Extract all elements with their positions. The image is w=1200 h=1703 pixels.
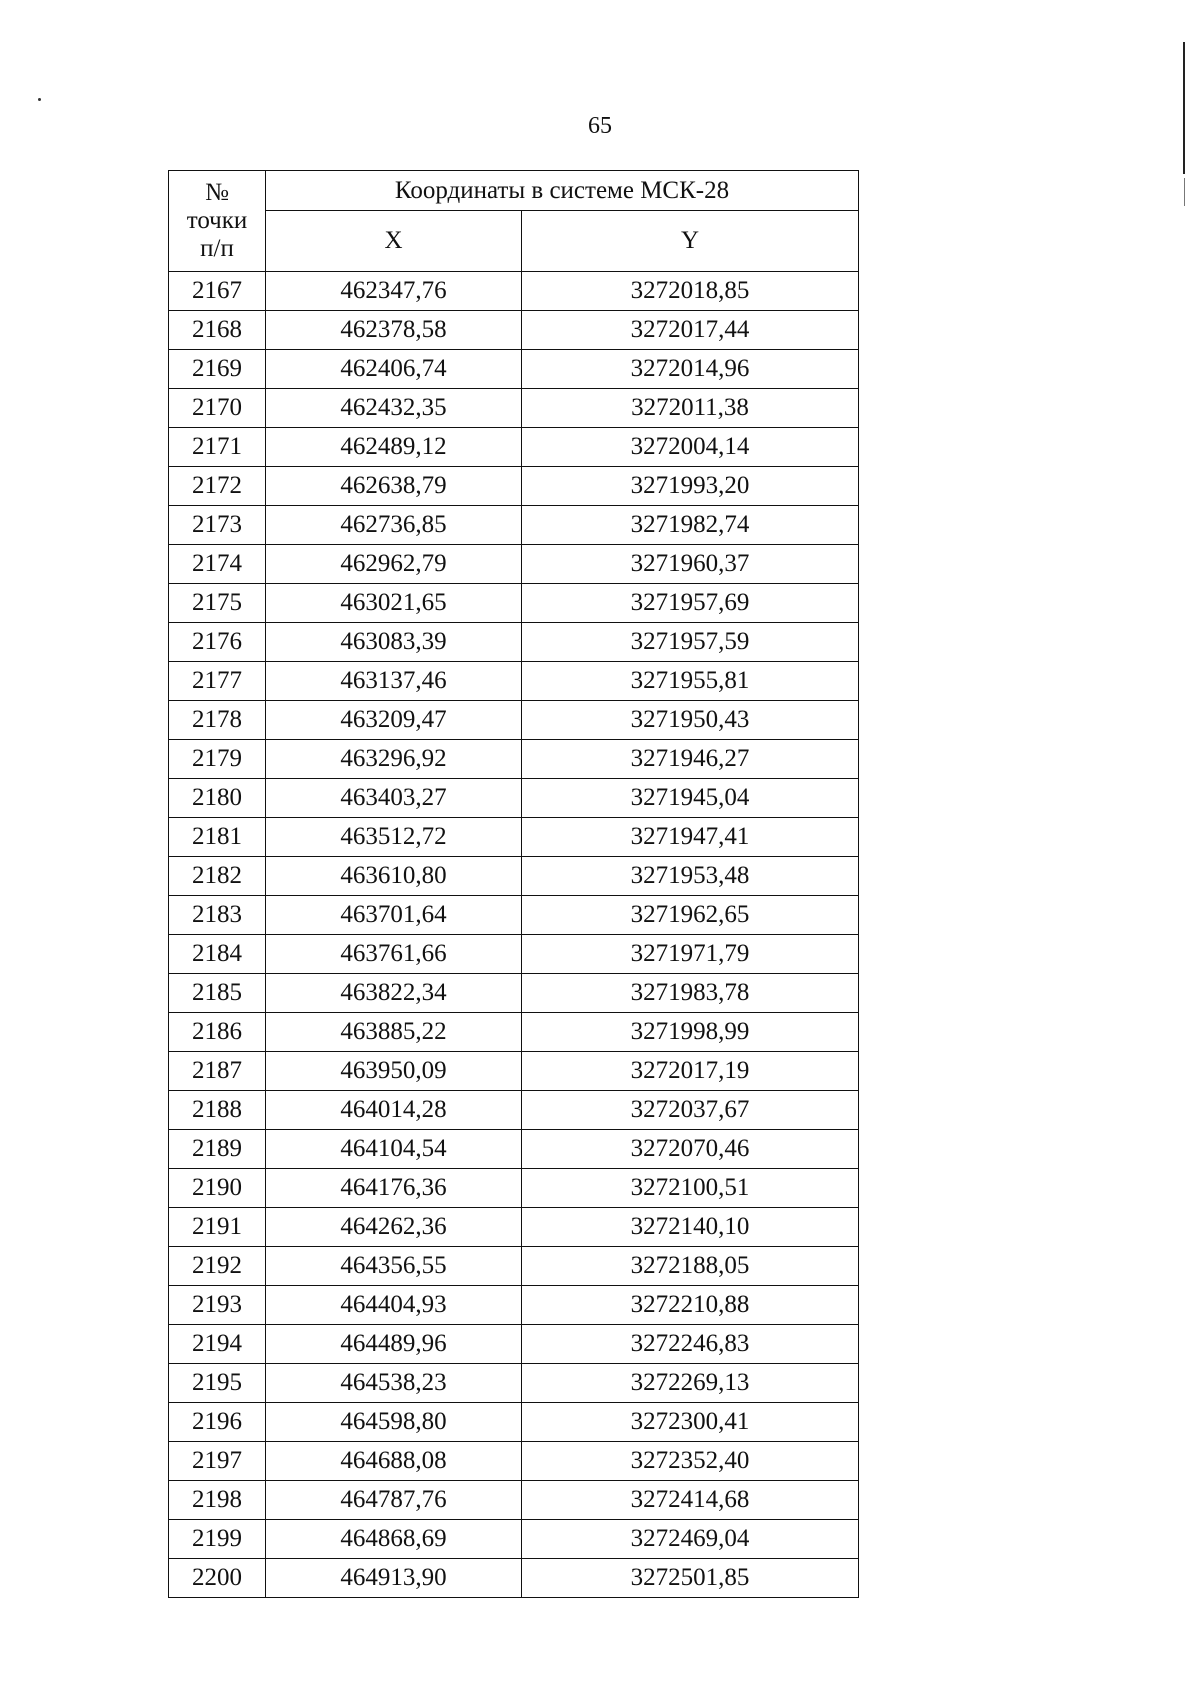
point-number-cell: 2199: [169, 1520, 266, 1559]
point-number-cell: 2185: [169, 974, 266, 1013]
point-number-cell: 2177: [169, 662, 266, 701]
y-coordinate-cell: 3271960,37: [522, 545, 859, 584]
point-number-cell: 2187: [169, 1052, 266, 1091]
header-point-number-line-3: п/п: [200, 235, 234, 262]
x-coordinate-cell: 464913,90: [266, 1559, 522, 1598]
point-number-cell: 2182: [169, 857, 266, 896]
table-row: [169, 935, 859, 974]
x-coordinate-cell: 463021,65: [266, 584, 522, 623]
table-row: [169, 467, 859, 506]
table-row: [169, 584, 859, 623]
point-number-cell: 2188: [169, 1091, 266, 1130]
y-coordinate-cell: 3272501,85: [522, 1559, 859, 1598]
point-number-cell: 2200: [169, 1559, 266, 1598]
table-row: [169, 1520, 859, 1559]
x-coordinate-cell: 463209,47: [266, 701, 522, 740]
scan-edge-line-faint: [1184, 178, 1185, 206]
table-row: [169, 1481, 859, 1520]
x-coordinate-cell: 462638,79: [266, 467, 522, 506]
y-coordinate-cell: 3271998,99: [522, 1013, 859, 1052]
table-row: [169, 1208, 859, 1247]
table-row: [169, 623, 859, 662]
x-coordinate-cell: 462347,76: [266, 272, 522, 311]
point-number-cell: 2191: [169, 1208, 266, 1247]
y-coordinate-cell: 3271950,43: [522, 701, 859, 740]
table-row: [169, 1052, 859, 1091]
y-coordinate-cell: 3271983,78: [522, 974, 859, 1013]
x-coordinate-cell: 464176,36: [266, 1169, 522, 1208]
y-coordinate-cell: 3271947,41: [522, 818, 859, 857]
x-coordinate-cell: 462962,79: [266, 545, 522, 584]
table-row: [169, 1442, 859, 1481]
x-coordinate-cell: 464014,28: [266, 1091, 522, 1130]
y-coordinate-cell: 3272140,10: [522, 1208, 859, 1247]
table-body: [169, 272, 859, 1598]
y-coordinate-cell: 3271962,65: [522, 896, 859, 935]
point-number-cell: 2170: [169, 389, 266, 428]
table-row: [169, 350, 859, 389]
table-row: [169, 740, 859, 779]
y-coordinate-cell: 3271946,27: [522, 740, 859, 779]
table-row: [169, 701, 859, 740]
page-number: 65: [588, 113, 612, 139]
y-coordinate-cell: 3271971,79: [522, 935, 859, 974]
point-number-cell: 2192: [169, 1247, 266, 1286]
table-row: [169, 1091, 859, 1130]
y-coordinate-cell: 3271993,20: [522, 467, 859, 506]
point-number-cell: 2173: [169, 506, 266, 545]
x-coordinate-cell: 464538,23: [266, 1364, 522, 1403]
point-number-cell: 2189: [169, 1130, 266, 1169]
header-point-number-line-1: №: [205, 179, 229, 206]
point-number-cell: 2175: [169, 584, 266, 623]
table-row: [169, 506, 859, 545]
x-coordinate-cell: 462378,58: [266, 311, 522, 350]
point-number-cell: 2180: [169, 779, 266, 818]
x-coordinate-cell: 464404,93: [266, 1286, 522, 1325]
y-coordinate-cell: 3272414,68: [522, 1481, 859, 1520]
x-coordinate-cell: 463296,92: [266, 740, 522, 779]
table-row: [169, 311, 859, 350]
point-number-cell: 2171: [169, 428, 266, 467]
y-coordinate-cell: 3272014,96: [522, 350, 859, 389]
table-row: [169, 428, 859, 467]
point-number-cell: 2198: [169, 1481, 266, 1520]
point-number-cell: 2197: [169, 1442, 266, 1481]
x-coordinate-cell: 463512,72: [266, 818, 522, 857]
y-coordinate-cell: 3272017,44: [522, 311, 859, 350]
table-row: [169, 1169, 859, 1208]
point-number-cell: 2176: [169, 623, 266, 662]
header-y: Y: [522, 211, 859, 272]
x-coordinate-cell: 463403,27: [266, 779, 522, 818]
x-coordinate-cell: 463083,39: [266, 623, 522, 662]
x-coordinate-cell: 463761,66: [266, 935, 522, 974]
point-number-cell: 2190: [169, 1169, 266, 1208]
table-row: [169, 896, 859, 935]
x-coordinate-cell: 464688,08: [266, 1442, 522, 1481]
point-number-cell: 2184: [169, 935, 266, 974]
x-coordinate-cell: 464104,54: [266, 1130, 522, 1169]
table-row: [169, 1247, 859, 1286]
x-coordinate-cell: 463885,22: [266, 1013, 522, 1052]
point-number-cell: 2179: [169, 740, 266, 779]
table-row: [169, 1364, 859, 1403]
coordinates-table: [168, 170, 859, 1598]
y-coordinate-cell: 3271955,81: [522, 662, 859, 701]
table-row: [169, 1559, 859, 1598]
x-coordinate-cell: 463950,09: [266, 1052, 522, 1091]
y-coordinate-cell: 3272018,85: [522, 272, 859, 311]
y-coordinate-cell: 3271953,48: [522, 857, 859, 896]
x-coordinate-cell: 464868,69: [266, 1520, 522, 1559]
point-number-cell: 2194: [169, 1325, 266, 1364]
point-number-cell: 2193: [169, 1286, 266, 1325]
table-row: [169, 389, 859, 428]
y-coordinate-cell: 3272037,67: [522, 1091, 859, 1130]
x-coordinate-cell: 464598,80: [266, 1403, 522, 1442]
table-row: [169, 974, 859, 1013]
y-coordinate-cell: 3272011,38: [522, 389, 859, 428]
y-coordinate-cell: 3271945,04: [522, 779, 859, 818]
table-row: [169, 662, 859, 701]
point-number-cell: 2181: [169, 818, 266, 857]
x-coordinate-cell: 463610,80: [266, 857, 522, 896]
table-row: [169, 857, 859, 896]
table-header: [169, 171, 859, 272]
table-row: [169, 1325, 859, 1364]
scan-edge-line: [1183, 42, 1185, 174]
table-row: [169, 1013, 859, 1052]
point-number-cell: 2169: [169, 350, 266, 389]
point-number-cell: 2172: [169, 467, 266, 506]
point-number-cell: 2196: [169, 1403, 266, 1442]
header-point-number: [169, 171, 266, 272]
y-coordinate-cell: 3272352,40: [522, 1442, 859, 1481]
y-coordinate-cell: 3272188,05: [522, 1247, 859, 1286]
x-coordinate-cell: 463701,64: [266, 896, 522, 935]
y-coordinate-cell: 3271957,59: [522, 623, 859, 662]
y-coordinate-cell: 3272246,83: [522, 1325, 859, 1364]
x-coordinate-cell: 464787,76: [266, 1481, 522, 1520]
point-number-cell: 2195: [169, 1364, 266, 1403]
y-coordinate-cell: 3272210,88: [522, 1286, 859, 1325]
x-coordinate-cell: 464262,36: [266, 1208, 522, 1247]
x-coordinate-cell: 462489,12: [266, 428, 522, 467]
x-coordinate-cell: 462736,85: [266, 506, 522, 545]
y-coordinate-cell: 3271982,74: [522, 506, 859, 545]
table-row: [169, 779, 859, 818]
table-row: [169, 818, 859, 857]
x-coordinate-cell: 463822,34: [266, 974, 522, 1013]
table-row: [169, 545, 859, 584]
point-number-cell: 2178: [169, 701, 266, 740]
x-coordinate-cell: 464489,96: [266, 1325, 522, 1364]
y-coordinate-cell: 3271957,69: [522, 584, 859, 623]
scan-speck: [38, 98, 41, 101]
point-number-cell: 2183: [169, 896, 266, 935]
x-coordinate-cell: 462406,74: [266, 350, 522, 389]
y-coordinate-cell: 3272269,13: [522, 1364, 859, 1403]
x-coordinate-cell: 464356,55: [266, 1247, 522, 1286]
header-point-number-line-2: точки: [186, 207, 248, 234]
y-coordinate-cell: 3272070,46: [522, 1130, 859, 1169]
y-coordinate-cell: 3272300,41: [522, 1403, 859, 1442]
table-row: [169, 1286, 859, 1325]
table-row: [169, 1403, 859, 1442]
y-coordinate-cell: 3272469,04: [522, 1520, 859, 1559]
y-coordinate-cell: 3272004,14: [522, 428, 859, 467]
y-coordinate-cell: 3272100,51: [522, 1169, 859, 1208]
table-row: [169, 272, 859, 311]
header-x: X: [266, 211, 522, 272]
table-row: [169, 1130, 859, 1169]
point-number-cell: 2167: [169, 272, 266, 311]
point-number-cell: 2168: [169, 311, 266, 350]
x-coordinate-cell: 462432,35: [266, 389, 522, 428]
header-coordinate-system: Координаты в системе МСК-28: [266, 171, 859, 211]
x-coordinate-cell: 463137,46: [266, 662, 522, 701]
point-number-cell: 2174: [169, 545, 266, 584]
y-coordinate-cell: 3272017,19: [522, 1052, 859, 1091]
point-number-cell: 2186: [169, 1013, 266, 1052]
